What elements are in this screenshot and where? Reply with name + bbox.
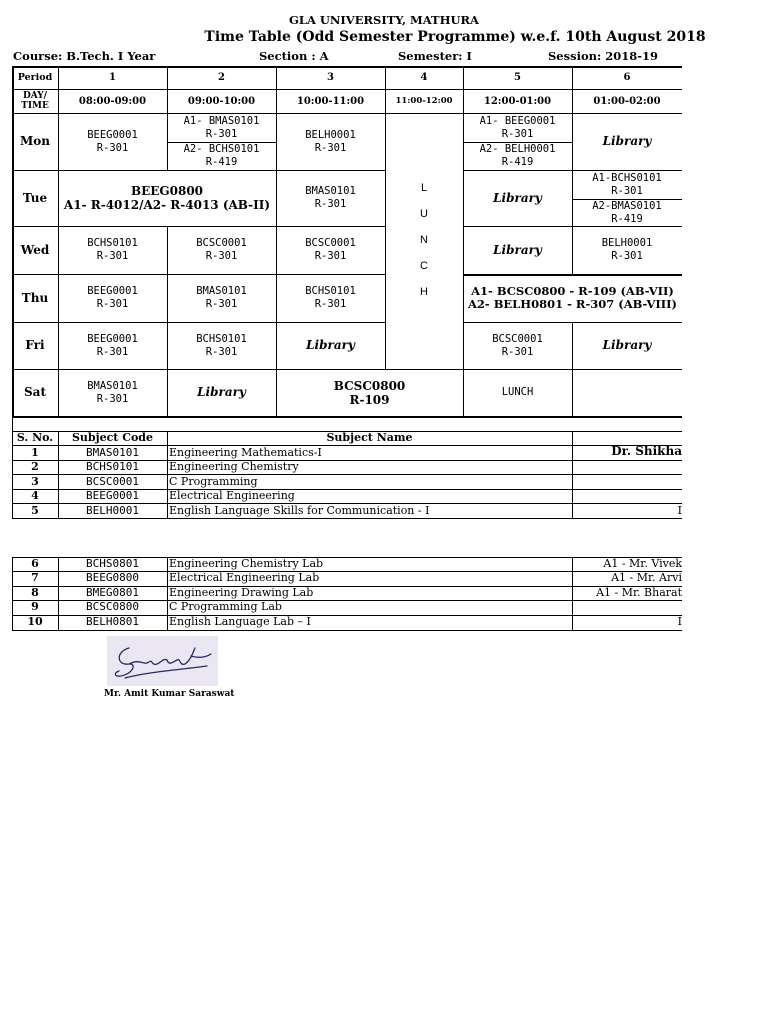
room: R-419: [205, 156, 238, 168]
room: R-301: [205, 250, 238, 262]
room: R-301: [314, 198, 347, 210]
slot-tue-p5: Library: [493, 190, 542, 205]
room: R-301: [96, 345, 129, 358]
room: R-301: [96, 298, 129, 310]
university-name: GLA UNIVERSITY, MATHURA: [289, 13, 479, 27]
course-code: BMAS0101: [196, 285, 247, 297]
lab-group-a2: A2- BELH0801 - R-307 (AB-VIII): [468, 297, 677, 311]
room: R-301: [501, 345, 534, 358]
time-4: 11:00-12:00: [395, 95, 453, 106]
subject-name-cell: Engineering Drawing Lab: [169, 586, 314, 599]
course-code: BCHS0101: [196, 332, 247, 345]
room: R-301: [96, 250, 129, 262]
room: R-301: [611, 184, 643, 197]
lab-group-a1: A1- BCSC0800 - R-109 (AB-VII): [471, 284, 674, 298]
session-label: Session: 2018-19: [548, 49, 659, 63]
room: R-301: [314, 141, 347, 154]
room: R-301: [314, 250, 347, 262]
day-fri: Fri: [25, 338, 45, 352]
lunch-letter: H: [420, 286, 428, 298]
subject-name-cell: Electrical Engineering Lab: [169, 571, 320, 584]
slot-wed-p5: Library: [493, 242, 542, 257]
time-5: 12:00-01:00: [483, 95, 552, 107]
signatory-name: Mr. Amit Kumar Saraswat: [104, 689, 235, 699]
subject-name-cell: Engineering Chemistry Lab: [169, 557, 324, 570]
daytime-label-line2: TIME: [21, 101, 49, 111]
timetable-title: Time Table (Odd Semester Programme) w.e.f. 10th August 2018: [204, 29, 706, 45]
section-label: Section : A: [259, 49, 329, 63]
sno-cell: 9: [31, 600, 39, 613]
course-code: A1-BCHS0101: [592, 171, 662, 184]
faculty-cell: Dr. Shikha: [611, 444, 682, 458]
room: R-301: [314, 298, 347, 310]
sno-cell: 2: [31, 460, 39, 473]
day-tue: Tue: [22, 190, 48, 205]
subject-name-cell: Engineering Mathematics-I: [169, 446, 322, 459]
course-code: A1- BMAS0101: [183, 114, 260, 127]
period-2: 2: [218, 72, 225, 83]
sno-cell: 1: [31, 446, 39, 459]
semester-label: Semester: I: [398, 49, 472, 63]
subject-name-cell: English Language Skills for Communication - I: [169, 504, 430, 517]
subject-code-cell: BCSC0001: [86, 475, 139, 488]
slot-fri-p6: Library: [602, 338, 652, 352]
course-code: BMAS0101: [305, 185, 356, 197]
period-5: 5: [514, 72, 521, 83]
course-code: BEEG0001: [87, 285, 138, 297]
course-code: BCSC0800: [333, 378, 406, 393]
period-4: 4: [420, 72, 428, 83]
subject-name-cell: C Programming: [169, 475, 258, 488]
lunch-letter: N: [420, 234, 428, 246]
sno-cell: 4: [31, 489, 39, 502]
subject-name-header: Subject Name: [326, 431, 413, 444]
subject-code-cell: BELH0801: [86, 615, 139, 628]
course-code: BELH0001: [601, 237, 653, 249]
room: R-301: [501, 127, 534, 140]
room: R-301: [205, 298, 238, 310]
room: R-109: [349, 392, 390, 407]
course-label: Course: B.Tech. I Year: [13, 49, 156, 63]
time-3: 10:00-11:00: [296, 95, 365, 107]
signature-image: [107, 636, 218, 686]
day-thu: Thu: [21, 290, 49, 305]
course-code: BCHS0101: [87, 237, 138, 249]
subject-code-cell: BELH0001: [86, 504, 139, 517]
signature-icon: [107, 636, 218, 686]
daytime-label-line1: DAY/: [22, 91, 48, 101]
course-code: BELH0001: [305, 128, 356, 141]
course-code: BEEG0001: [87, 128, 138, 141]
day-sat: Sat: [24, 385, 46, 399]
subject-code-cell: BCHS0101: [86, 460, 139, 473]
lunch-letter: C: [420, 260, 428, 272]
slot-mon-p6: Library: [602, 134, 652, 148]
course-code: BEEG0800: [130, 184, 204, 198]
faculty-cell: A1 - Mr. Vivek: [603, 557, 682, 570]
course-code: BCSC0001: [492, 332, 543, 345]
course-code: BCSC0001: [196, 237, 247, 249]
subject-name-cell: Engineering Chemistry: [169, 460, 299, 473]
course-code: BMAS0101: [87, 379, 138, 392]
subject-code-cell: BMAS0101: [86, 446, 139, 459]
period-6: 6: [623, 72, 631, 83]
subject-code-cell: BMEG0801: [86, 586, 139, 599]
course-code: BCSC0001: [305, 237, 356, 249]
subject-code-header: Subject Code: [71, 431, 153, 444]
lunch-letter: U: [420, 208, 428, 220]
subject-code-cell: BCSC0800: [86, 600, 139, 613]
subject-name-cell: C Programming Lab: [169, 600, 282, 613]
room: R-419: [501, 156, 534, 168]
faculty-cell: I: [677, 615, 682, 628]
subject-code-cell: BCHS0801: [86, 557, 139, 570]
sno-cell: 6: [31, 557, 39, 570]
day-mon: Mon: [19, 134, 50, 148]
sno-cell: 3: [31, 475, 39, 488]
course-code: BEEG0001: [87, 332, 138, 345]
subject-code-cell: BEEG0001: [86, 489, 139, 502]
room: R-301: [611, 250, 643, 262]
faculty-cell: A1 - Mr. Bharat: [596, 586, 682, 599]
room: R-301: [96, 392, 129, 405]
sno-cell: 10: [27, 615, 43, 628]
time-6: 01:00-02:00: [593, 95, 661, 107]
sno-cell: 5: [31, 504, 39, 517]
sno-cell: 8: [31, 586, 39, 599]
subject-name-cell: Electrical Engineering: [169, 489, 295, 502]
period-1: 1: [109, 72, 116, 83]
course-code: A2- BELH0001: [479, 143, 556, 155]
subject-code-cell: BEEG0800: [86, 571, 139, 584]
period-3: 3: [327, 72, 334, 83]
room: R-301: [205, 345, 238, 358]
faculty-cell: I: [677, 504, 682, 517]
period-label: Period: [17, 72, 53, 83]
lunch-letter: L: [420, 182, 428, 194]
sno-header: S. No.: [16, 431, 54, 444]
course-code: A2-BMAS0101: [592, 199, 662, 212]
room: A1- R-4012/A2- R-4013 (AB-II): [63, 198, 271, 212]
sno-cell: 7: [31, 571, 39, 584]
time-1: 08:00-09:00: [78, 95, 147, 107]
room: R-419: [611, 212, 643, 225]
subject-name-cell: English Language Lab – I: [169, 615, 311, 628]
slot-sat-p5: LUNCH: [501, 386, 534, 398]
course-code: A2- BCHS0101: [183, 143, 260, 155]
room: R-301: [205, 127, 238, 140]
course-code: BCHS0101: [305, 285, 356, 297]
course-code: A1- BEEG0001: [479, 114, 556, 127]
room: R-301: [96, 141, 129, 154]
slot-fri-p3: Library: [306, 338, 355, 352]
time-2: 09:00-10:00: [187, 95, 256, 107]
faculty-cell: A1 - Mr. Arvi: [611, 571, 682, 584]
slot-sat-p2: Library: [197, 385, 246, 399]
day-wed: Wed: [20, 242, 50, 257]
